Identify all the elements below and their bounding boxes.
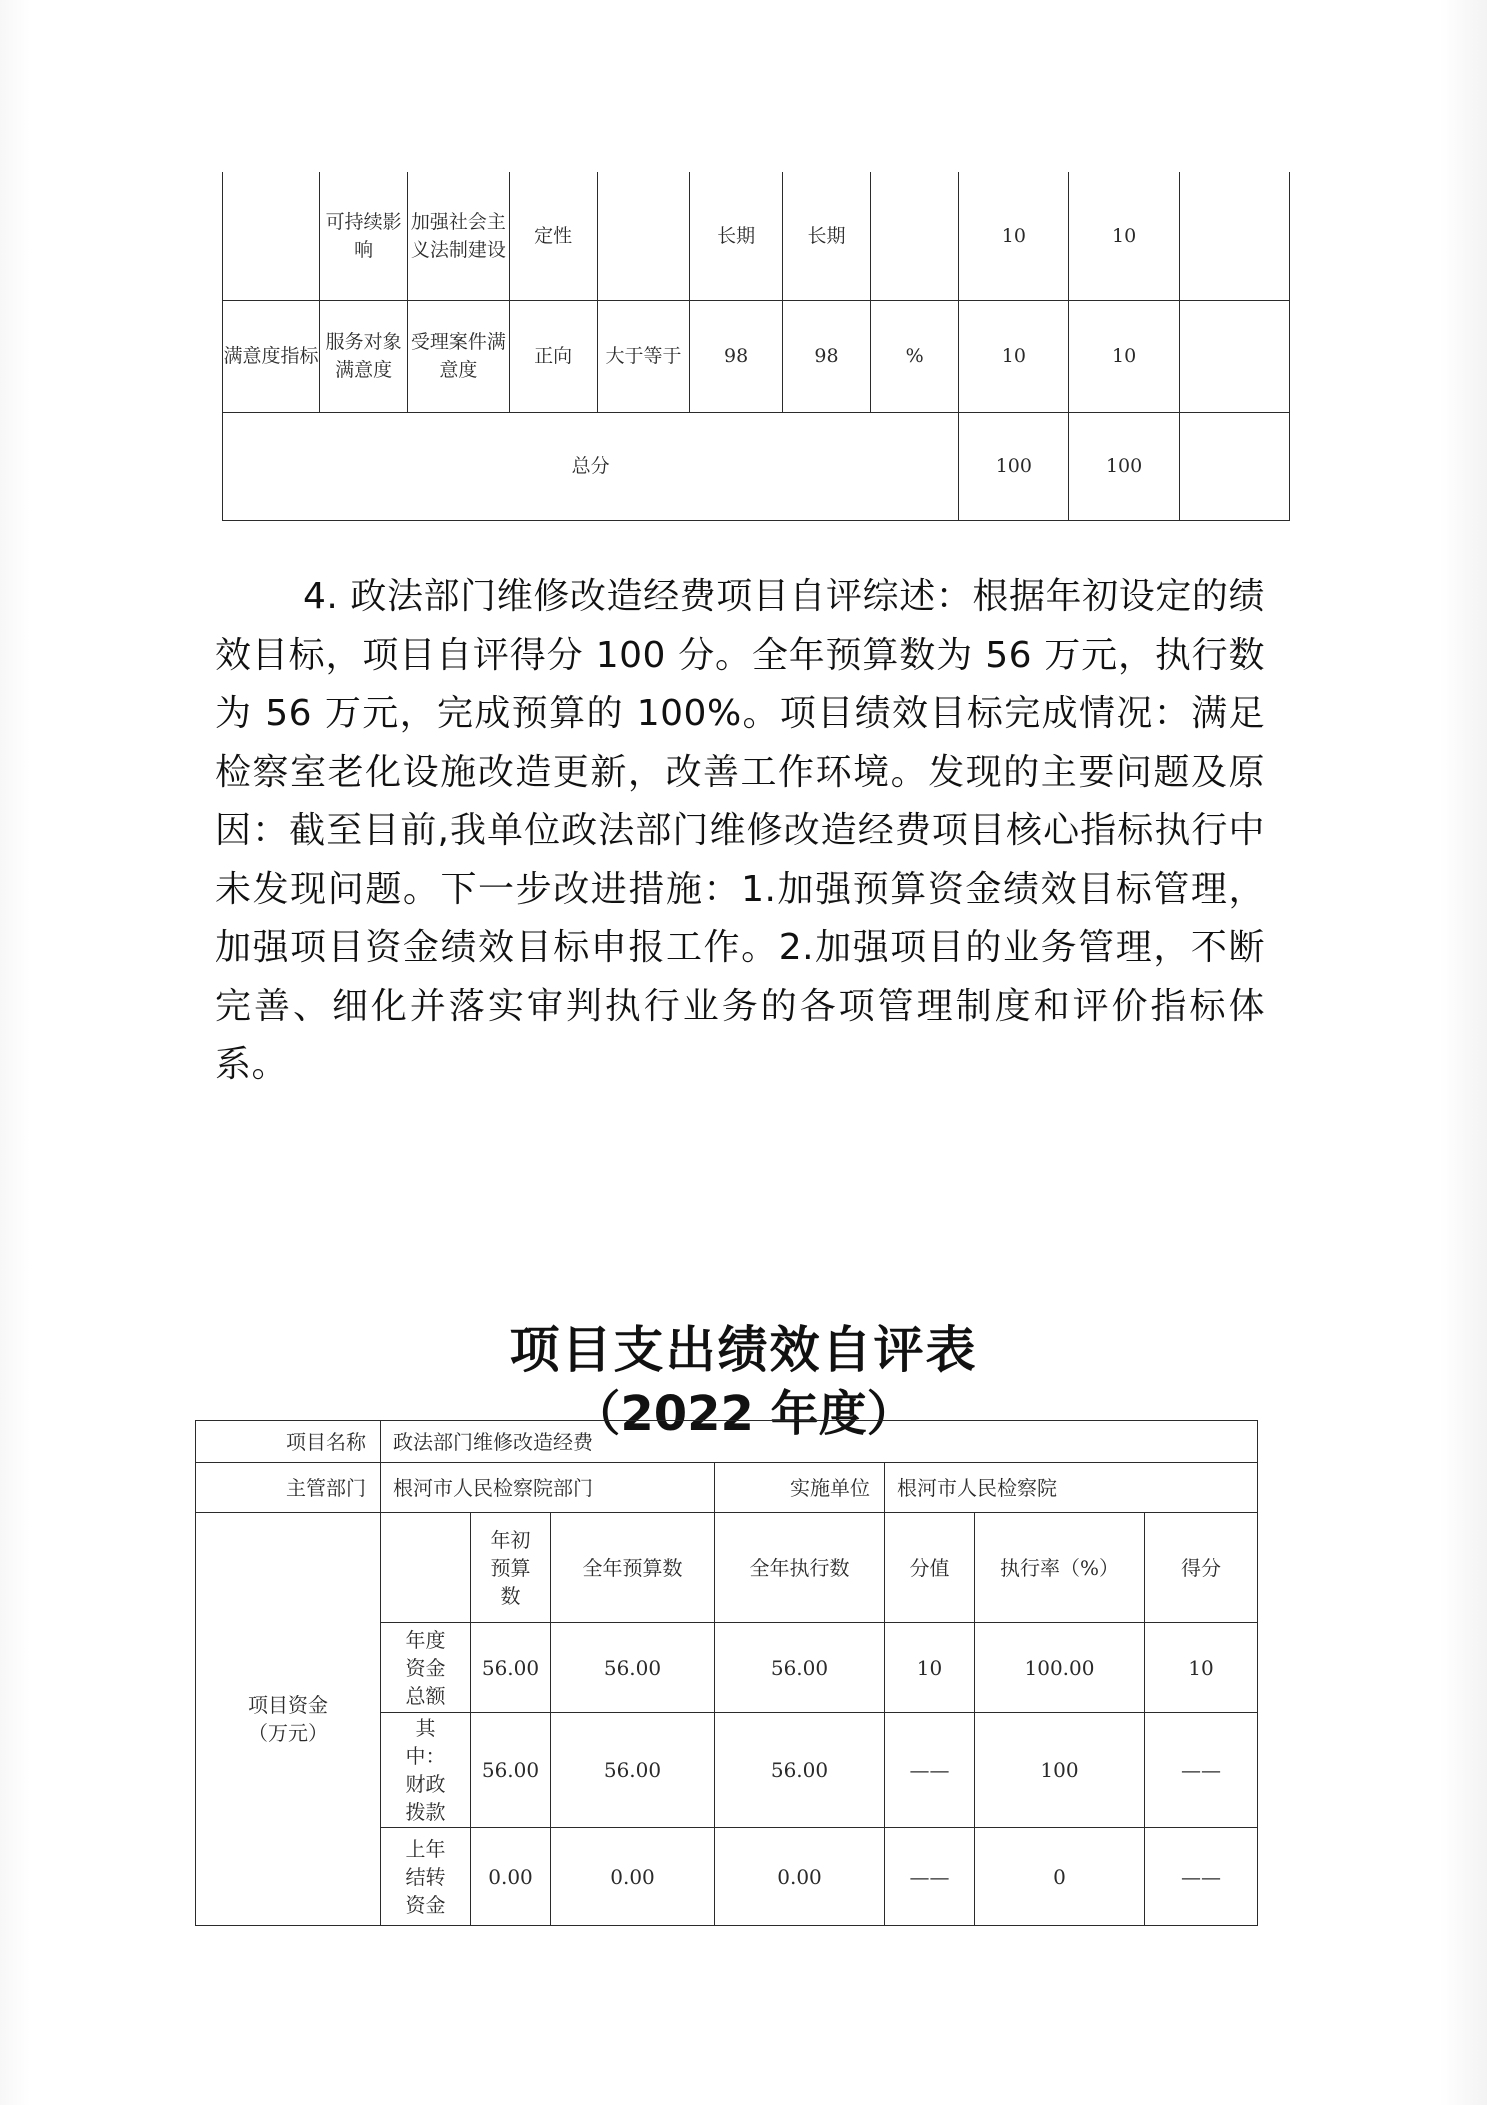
- weight-cell: ——: [885, 1828, 975, 1926]
- tertiary-indicator-cell: 加强社会主义法制建设: [408, 172, 509, 300]
- score-cell: 10: [1145, 1623, 1258, 1713]
- indicator-type-cell: 正向: [509, 300, 597, 412]
- annual-budget-cell: 0.00: [551, 1828, 715, 1926]
- score-cell: 10: [1069, 300, 1179, 412]
- weight-cell: 10: [885, 1623, 975, 1713]
- table-row: [196, 1463, 1258, 1513]
- total-row: [223, 412, 1290, 520]
- comparison-cell: [597, 172, 690, 300]
- total-remark-cell: [1179, 412, 1289, 520]
- header-annual-budget: 全年预算数: [551, 1513, 715, 1623]
- unit-cell: %: [871, 300, 959, 412]
- score-cell: ——: [1145, 1713, 1258, 1828]
- header-initial-budget: 年初预算数: [471, 1513, 551, 1623]
- comparison-cell: 大于等于: [597, 300, 690, 412]
- total-score-cell: 100: [1069, 412, 1179, 520]
- form-subtitle: （2022 年度）: [572, 1386, 915, 1442]
- initial-budget-cell: 56.00: [471, 1713, 551, 1828]
- weight-cell: 10: [959, 300, 1069, 412]
- execution-rate-cell: 0: [975, 1828, 1145, 1926]
- table-row: [223, 300, 1290, 412]
- indicator-type-cell: 定性: [509, 172, 597, 300]
- remark-cell: [1179, 300, 1289, 412]
- project-name-value: 政法部门维修改造经费: [381, 1421, 1258, 1463]
- primary-indicator-cell: 满意度指标: [223, 300, 320, 412]
- header-weight: 分值: [885, 1513, 975, 1623]
- score-cell: ——: [1145, 1828, 1258, 1926]
- actual-value-cell: 长期: [782, 172, 870, 300]
- initial-budget-cell: 0.00: [471, 1828, 551, 1926]
- secondary-indicator-cell: 服务对象满意度: [320, 300, 408, 412]
- execution-rate-cell: 100.00: [975, 1623, 1145, 1713]
- tertiary-indicator-cell: 受理案件满意度: [408, 300, 509, 412]
- target-value-cell: 98: [690, 300, 783, 412]
- unit-cell: [871, 172, 959, 300]
- table-row: [196, 1421, 1258, 1463]
- impl-label: 实施单位: [715, 1463, 885, 1513]
- annual-budget-cell: 56.00: [551, 1713, 715, 1828]
- total-weight-cell: 100: [959, 412, 1069, 520]
- impl-value: 根河市人民检察院: [885, 1463, 1258, 1513]
- annual-execution-cell: 0.00: [715, 1828, 885, 1926]
- actual-value-cell: 98: [782, 300, 870, 412]
- execution-rate-cell: 100: [975, 1713, 1145, 1828]
- project-name-label: 项目名称: [196, 1421, 381, 1463]
- initial-budget-cell: 56.00: [471, 1623, 551, 1713]
- table-header-row: [196, 1513, 1258, 1623]
- funds-label: 项目资金（万元）: [196, 1513, 381, 1926]
- row-label: 年度资金总额: [381, 1623, 471, 1713]
- weight-cell: 10: [959, 172, 1069, 300]
- header-execution-rate: 执行率（%）: [975, 1513, 1145, 1623]
- cell: [223, 172, 320, 300]
- annual-budget-cell: 56.00: [551, 1623, 715, 1713]
- row-label: 上年结转资金: [381, 1828, 471, 1926]
- header-blank: [381, 1513, 471, 1623]
- total-label: 总分: [223, 412, 959, 520]
- header-score: 得分: [1145, 1513, 1258, 1623]
- summary-paragraph: 4. 政法部门维修改造经费项目自评综述：根据年初设定的绩效目标，项目自评得分 100 分。全年预算数为 56 万元，执行数为 56 万元，完成预算的 100%。项目绩效目标完成情况：满足检察室老化设施改造更新，改善工作环境。发现的主要问题及原因：截至目前,我单位政法部门维修改造经费项目核心指标执行中未发现问题。下一步改进措施：1.加强预算资金绩效目标管理，加强项目资金绩效目标申报工作。2.加强项目的业务管理，不断完善、细化并落实审判执行业务的各项管理制度和评价指标体系。: [215, 576, 1265, 1085]
- remark-cell: [1179, 172, 1289, 300]
- annual-execution-cell: 56.00: [715, 1623, 885, 1713]
- table-row: [223, 172, 1290, 300]
- self-evaluation-table: [195, 1420, 1258, 1926]
- dept-value: 根河市人民检察院部门: [381, 1463, 715, 1513]
- annual-execution-cell: 56.00: [715, 1713, 885, 1828]
- row-label: 其中：财政拨款: [381, 1713, 471, 1828]
- score-cell: 10: [1069, 172, 1179, 300]
- form-title: 项目支出绩效自评表: [509, 1321, 978, 1379]
- secondary-indicator-cell: 可持续影响: [320, 172, 408, 300]
- weight-cell: ——: [885, 1713, 975, 1828]
- indicator-table: [222, 172, 1290, 521]
- target-value-cell: 长期: [690, 172, 783, 300]
- header-annual-execution: 全年执行数: [715, 1513, 885, 1623]
- dept-label: 主管部门: [196, 1463, 381, 1513]
